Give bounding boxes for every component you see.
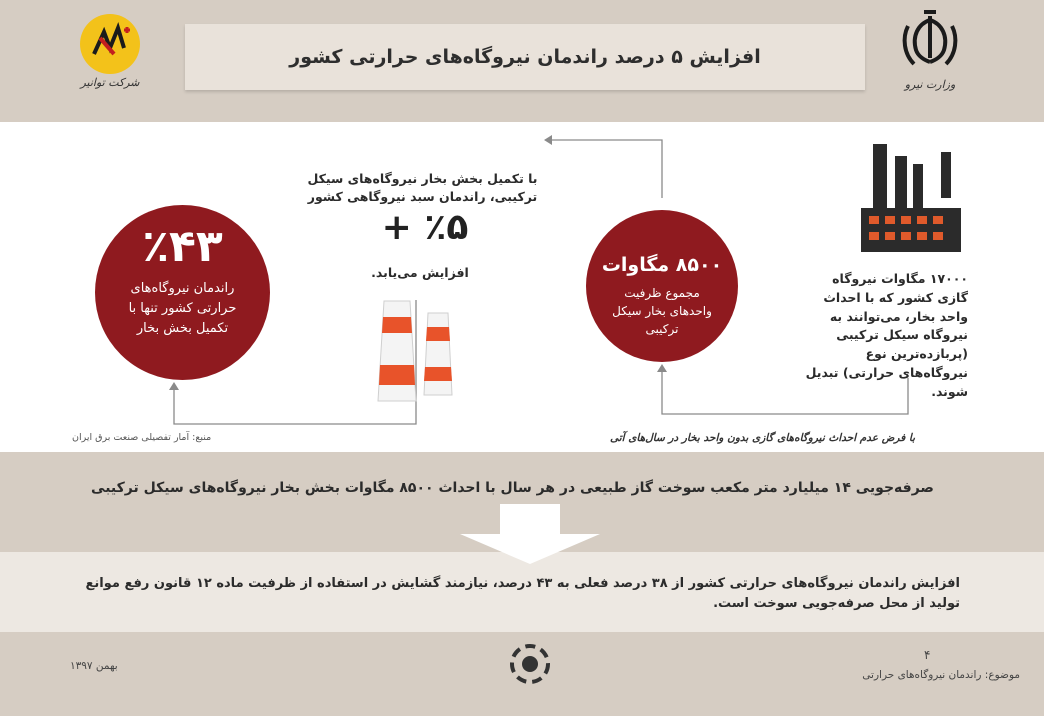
connector-top <box>552 140 662 198</box>
savings-text: صرفه‌جویی ۱۴ میلیارد متر مکعب سوخت گاز طبیعی در هر سال با احداث ۸۵۰۰ مگاوات بخش بخار نیروگاه‌های سیکل ترکیبی <box>91 480 934 496</box>
logo-left-caption: شرکت توانیر <box>80 76 140 89</box>
increase-value: ٪۵ + <box>381 207 469 248</box>
footer-logo <box>500 640 560 710</box>
increase-text: افزایش می‌یابد. <box>371 265 469 280</box>
capacity-circle <box>586 210 738 362</box>
arrowhead-right <box>657 364 667 372</box>
page-title: افزایش ۵ درصد راندمان نیروگاه‌های حرارتی کشور <box>289 46 761 68</box>
arrowhead-top <box>544 135 552 145</box>
logo-right-caption: وزارت نیرو <box>904 78 956 91</box>
center-note: با تکمیل بخش بخار نیروگاه‌های سیکل ترکیبی، راندمان سبد نیروگاهی کشور <box>307 171 538 205</box>
factory-icon <box>855 138 965 258</box>
efficiency-text: راندمان نیروگاه‌های حرارتی کشور تنها با تکمیل بخش بخار <box>128 281 237 337</box>
footer-logo-icon <box>500 640 560 692</box>
capacity-value: ۸۵۰۰ مگاوات <box>601 254 723 276</box>
cooling-towers-icon <box>370 295 470 405</box>
page-number: ۴ <box>924 648 931 662</box>
capacity-text: مجموع ظرفیت واحدهای بخار سیکل ترکیبی <box>612 286 712 336</box>
source-note: منبع: آمار تفصیلی صنعت برق ایران <box>72 432 212 443</box>
footer-date: بهمن ۱۳۹۷ <box>70 660 118 672</box>
efficiency-circle <box>95 205 270 380</box>
arrowhead-left <box>169 382 179 390</box>
conclusion-text: افزایش راندمان نیروگاه‌های حرارتی کشور از ۳۸ درصد فعلی به ۴۳ درصد، نیازمند گشایش در استفاده از ظرفیت ماده ۱۲ قانون رفع موانع تولید از محل صرفه‌جویی سوخت است. <box>85 576 960 612</box>
assumption-note: با فرض عدم احداث نیروگاه‌های گازی بدون واحد بخار در سال‌های آتی <box>609 432 915 444</box>
gas-plants-note: ۱۷۰۰۰ مگاوات نیروگاه گازی کشور که با احداث واحد بخار، می‌توانند به نیروگاه سیکل ترکیبی (پربازده‌ترین نوع نیروگاه‌های حرارتی) تبدیل شوند. <box>805 271 968 399</box>
efficiency-value: ٪۴۳ <box>142 221 223 272</box>
down-arrow-icon <box>460 504 600 564</box>
footer-topic: موضوع: راندمان نیروگاه‌های حرارتی <box>862 669 1020 681</box>
